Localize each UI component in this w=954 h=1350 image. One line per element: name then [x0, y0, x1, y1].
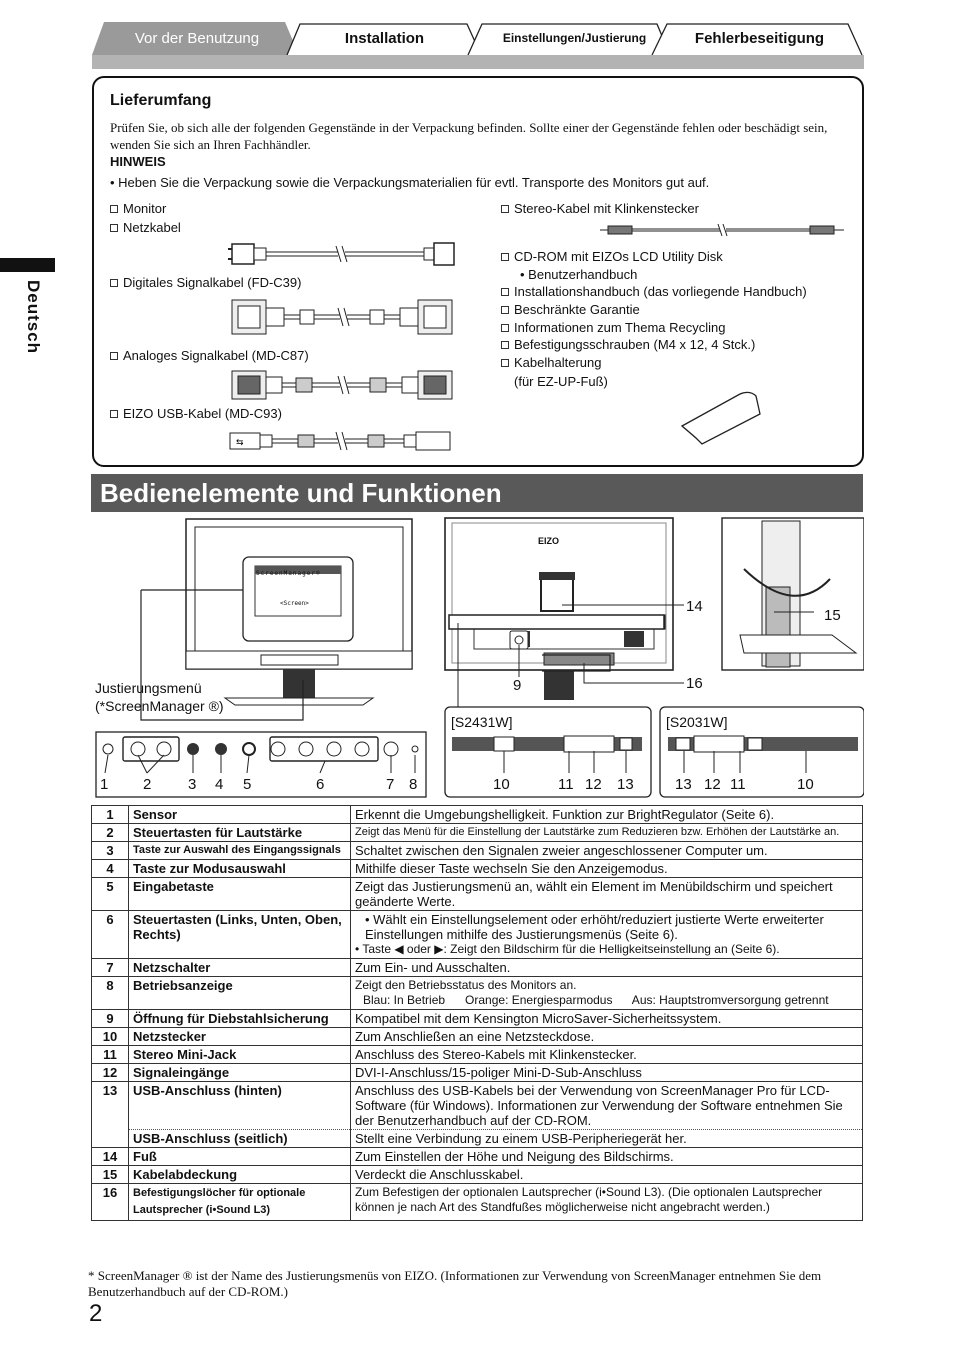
item-cdrom: CD-ROM mit EIZOs LCD Utility Disk: [501, 249, 723, 264]
monitor-front-illustration: [95, 515, 435, 800]
controls-table: [91, 805, 863, 1221]
table-row: 16 Befestigungslöcher für optionale Lautsprecher (i•Sound L3) Zum Befestigen der optionalen Lautsprecher (i•Sound L3). (Die optionalen Lautsprecher können je nach Art des Standfußes möglicherweise nicht angebracht werden.): [92, 1184, 863, 1221]
checkbox-icon: [501, 288, 509, 296]
checkbox-icon: [501, 359, 509, 367]
item-cable-holder: Kabelhalterung: [501, 355, 601, 370]
item-power-cable: Netzkabel: [110, 220, 181, 235]
package-contents-box: [92, 76, 864, 467]
menu-label-screenmanager: (*ScreenManager ®): [95, 698, 224, 714]
analog-cable-icon: [230, 368, 460, 402]
item-user-manual: • Benutzerhandbuch: [520, 267, 638, 282]
item-warranty: Beschränkte Garantie: [501, 302, 640, 317]
table-row: 14 Fuß Zum Einstellen der Höhe und Neigung des Bildschirms.: [92, 1148, 863, 1166]
callout-3: 3: [188, 776, 197, 793]
callout-a-13: 13: [617, 776, 634, 793]
checkbox-icon: [501, 341, 509, 349]
stereo-cable-icon: [600, 222, 850, 238]
callout-6: 6: [316, 776, 325, 793]
callout-1: 1: [100, 776, 109, 793]
table-row: 3 Taste zur Auswahl des Eingangssignals Schaltet zwischen den Signalen zweier angeschlossener Computer um.: [92, 842, 863, 860]
item-cable-holder-note: (für EZ-UP-Fuß): [514, 374, 608, 389]
menu-label: Justierungsmenü: [95, 680, 202, 696]
table-row: 15 Kabelabdeckung Verdeckt die Anschlusskabel.: [92, 1166, 863, 1184]
model-label-s2431w: [S2431W]: [451, 714, 513, 730]
checkbox-icon: [110, 410, 118, 418]
callout-4: 4: [215, 776, 224, 793]
callout-a-10: 10: [493, 776, 510, 793]
table-row: 8 Betriebsanzeige Zeigt den Betriebsstatus des Monitors an. Blau: In Betrieb Orange: Energiesparmodus Aus: Hauptstromversorgung getrennt: [92, 977, 863, 1010]
section-title: Bedienelemente und Funktionen: [91, 474, 863, 512]
footnote: [88, 1268, 868, 1300]
checkbox-icon: [110, 279, 118, 287]
item-screws: Befestigungsschrauben (M4 x 12, 4 Stck.): [501, 337, 755, 352]
table-row: 13 USB-Anschluss (hinten) Anschluss des USB-Kabels bei der Verwendung von ScreenManager Pro für LCD-Software (für Windows). Informationen zur Verwendung der Software entnehmen Sie der Benutzerhandbuch auf der CD-ROM.: [92, 1082, 863, 1130]
callout-16: 16: [686, 675, 703, 692]
item-stereo-cable: Stereo-Kabel mit Klinkenstecker: [501, 201, 699, 216]
table-row: 7 Netzschalter Zum Ein- und Ausschalten.: [92, 959, 863, 977]
callout-5: 5: [243, 776, 252, 793]
checkbox-icon: [110, 205, 118, 213]
osd-subtitle: <Screen>: [280, 600, 309, 607]
checkbox-icon: [501, 253, 509, 261]
tab-vor-der-benutzung[interactable]: Vor der Benutzung: [134, 30, 260, 47]
eizo-logo: EIZO: [538, 536, 560, 546]
table-row: 4 Taste zur Modusauswahl Mithilfe dieser Taste wechseln Sie den Anzeigemodus.: [92, 860, 863, 878]
table-row: 6 Steuertasten (Links, Unten, Oben, Rechts) • Wählt ein Einstellungselement oder erhöht/reduziert justierte Werte erweiterter Einstellungen mithilfe des Justierungsmenüs (Seite 6). • Taste ◀ oder ▶: Zeigt den Bildschirm für die Helligkeitseinstellung an (Seite 6).: [92, 911, 863, 959]
callout-a-12: 12: [585, 776, 602, 793]
table-row: 12 Signaleingänge DVI-I-Anschluss/15-poliger Mini-D-Sub-Anschluss: [92, 1064, 863, 1082]
language-marker: [0, 258, 55, 272]
callout-15: 15: [824, 607, 841, 624]
language-label: Deutsch: [24, 280, 43, 355]
callout-7: 7: [386, 776, 395, 793]
callout-b-12: 12: [704, 776, 721, 793]
table-row: 5 Eingabetaste Zeigt das Justierungsmenü an, wählt ein Element im Menübildschirm und speichert geänderte Werte.: [92, 878, 863, 911]
table-row: 1 Sensor Erkennt die Umgebungshelligkeit. Funktion zur BrightRegulator (Seite 6).: [92, 806, 863, 824]
tab-einstellungen[interactable]: Einstellungen/Justierung: [502, 31, 647, 45]
note-label: HINWEIS: [110, 154, 166, 169]
svg-text:⇆: ⇆: [236, 438, 244, 448]
item-monitor: Monitor: [110, 201, 166, 216]
tab-fehlerbeseitigung[interactable]: Fehlerbeseitigung: [694, 30, 825, 47]
item-analog-cable: Analoges Signalkabel (MD-C87): [110, 348, 309, 363]
model-label-s2031w: [S2031W]: [666, 714, 728, 730]
table-row: 10 Netzstecker Zum Anschließen an eine Netzsteckdose.: [92, 1028, 863, 1046]
callout-b-11: 11: [730, 776, 746, 793]
footnote-mark: *: [88, 1268, 95, 1283]
tab-installation[interactable]: Installation: [344, 30, 425, 47]
callout-8: 8: [409, 776, 418, 793]
checkbox-icon: [501, 306, 509, 314]
package-contents-intro: Prüfen Sie, ob sich alle der folgenden Gegenstände in der Verpackung befinden. Sollte einer der Gegenstände fehlen oder beschädigt sein, wenden Sie sich an Ihren Fachhändler.: [110, 120, 828, 152]
checkbox-icon: [110, 224, 118, 232]
checkbox-icon: [501, 205, 509, 213]
monitor-back-illustration: [444, 517, 864, 807]
cable-holder-icon: [678, 388, 764, 448]
page-number: 2: [89, 1300, 103, 1327]
osd-title: ScreenManager®: [256, 570, 321, 577]
callout-b-13: 13: [675, 776, 692, 793]
callout-b-10: 10: [797, 776, 814, 793]
checkbox-icon: [110, 352, 118, 360]
checkbox-icon: [501, 324, 509, 332]
table-row: USB-Anschluss (seitlich) Stellt eine Verbindung zu einem USB-Peripheriegerät her.: [92, 1130, 863, 1148]
table-row: 2 Steuertasten für Lautstärke Zeigt das Menü für die Einstellung der Lautstärke zum Reduzieren bzw. Erhöhen der Lautstärke an.: [92, 824, 863, 842]
section-tabs: [92, 22, 864, 70]
item-install-manual: Installationshandbuch (das vorliegende Handbuch): [501, 284, 807, 299]
item-recycling: Informationen zum Thema Recycling: [501, 320, 725, 335]
item-usb-cable: EIZO USB-Kabel (MD-C93): [110, 406, 282, 421]
package-contents-title: Lieferumfang: [110, 92, 212, 109]
callout-14: 14: [686, 598, 703, 615]
item-digital-cable: Digitales Signalkabel (FD-C39): [110, 275, 301, 290]
table-row: 9 Öffnung für Diebstahlsicherung Kompatibel mit dem Kensington MicroSaver-Sicherheitssystem.: [92, 1010, 863, 1028]
note-text: • Heben Sie die Verpackung sowie die Verpackungsmaterialien für evtl. Transporte des Monitors gut auf.: [110, 175, 710, 190]
footnote-text: ScreenManager ® ist der Name des Justierungsmenüs von EIZO. (Informationen zur Verwendung von ScreenManager entnehmen Sie dem Benutzerhandbuch auf der CD-ROM.): [88, 1268, 822, 1299]
callout-9: 9: [513, 677, 522, 694]
power-cable-icon: [228, 238, 458, 270]
dvi-cable-icon: [230, 296, 460, 338]
callout-a-11: 11: [558, 776, 574, 793]
usb-cable-icon: [228, 428, 458, 454]
callout-2: 2: [143, 776, 152, 793]
table-row: 11 Stereo Mini-Jack Anschluss des Stereo-Kabels mit Klinkenstecker.: [92, 1046, 863, 1064]
